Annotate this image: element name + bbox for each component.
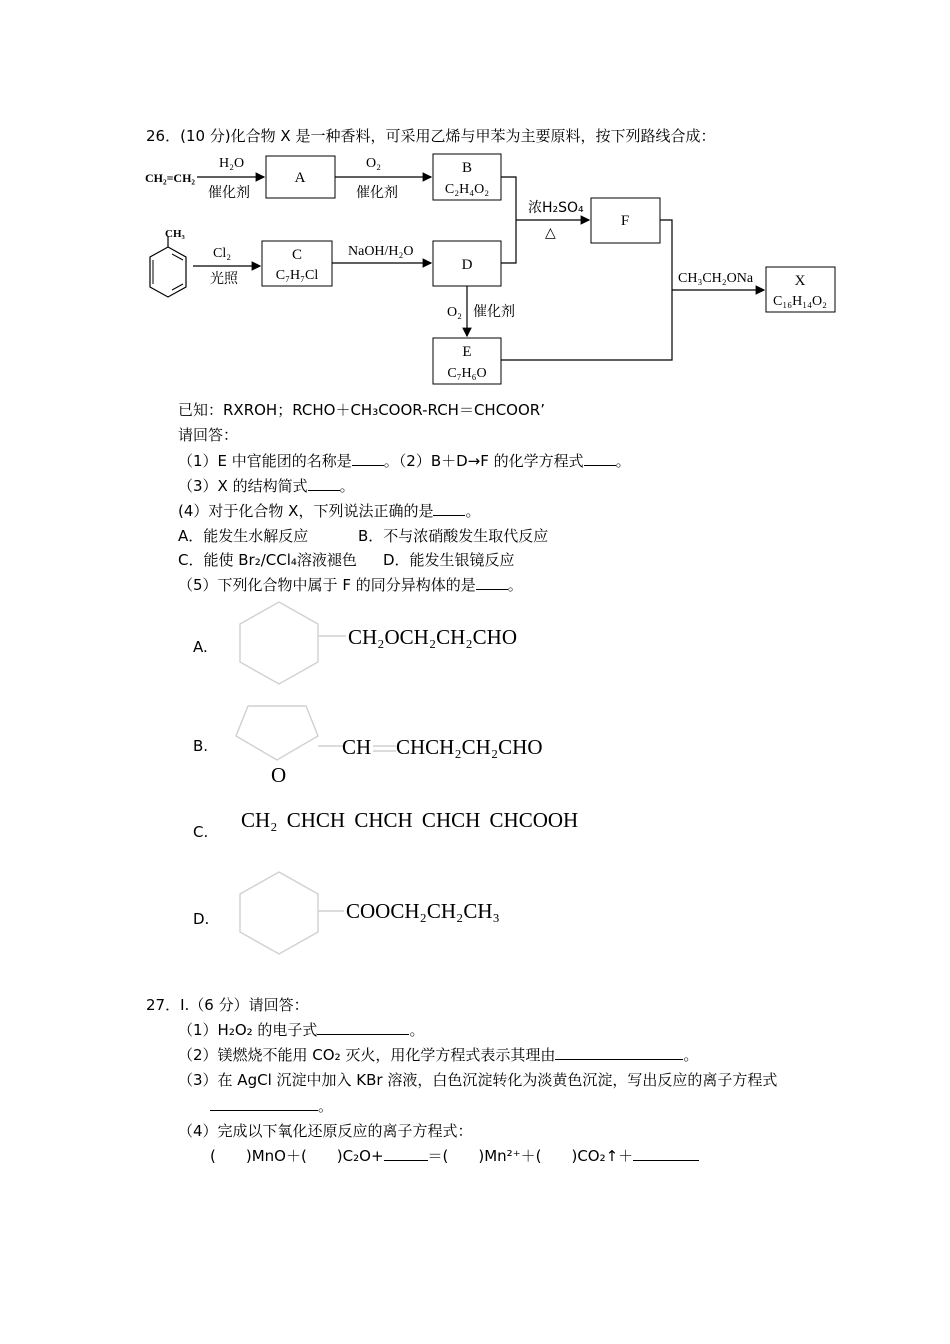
- choice-C-label: C.: [193, 823, 209, 841]
- q27-part4: （4）完成以下氧化还原反应的离子方程式：: [178, 1122, 473, 1140]
- choice-D-formula: COOCH₂CH₂CH₃: [346, 899, 500, 923]
- known-info: 已知：RXROH；RCHO＋CH₃COOR-RCH＝CHCOOR’: [178, 401, 545, 419]
- box-C-label: C: [291, 247, 303, 263]
- box-E-label: E: [462, 344, 472, 360]
- naoet-reagent: CH₃CH₂ONa: [678, 271, 754, 286]
- benzene-ring-D: [240, 872, 318, 954]
- box-F-label: F: [620, 213, 630, 229]
- q27-part1-text-b: 。: [409, 1021, 425, 1039]
- box-E-formula: C₇H₆O: [447, 366, 487, 381]
- q26-part3-text-b: 。: [339, 477, 355, 495]
- catalyst-label-2: 催化剂: [356, 185, 398, 201]
- choice-B-left: CH: [342, 735, 372, 759]
- option-B: B．不与浓硝酸发生取代反应: [358, 527, 549, 545]
- answer-blank-9[interactable]: [384, 1146, 428, 1161]
- q27-part3: （3）在 AgCl 沉淀中加入 KBr 溶液，白色沉淀转化为淡黄色沉淀，写出反应的离子方程式: [178, 1071, 778, 1089]
- q26-part3-text-a: （3）X 的结构简式: [178, 477, 308, 495]
- box-X-label: X: [794, 273, 806, 289]
- choice-B-right: CHCH₂CH₂CHO: [396, 735, 543, 759]
- q26-part4-text-b: 。: [465, 502, 481, 520]
- conc-h2so4-reagent: 浓H₂SO₄: [528, 200, 584, 216]
- choice-A-formula: CH₂OCH₂CH₂CHO: [348, 625, 517, 649]
- answer-blank-6[interactable]: [317, 1020, 409, 1035]
- answer-blank-2[interactable]: [584, 451, 616, 466]
- heat-symbol: △: [545, 225, 556, 241]
- answer-blank-7[interactable]: [555, 1045, 683, 1060]
- q26-part4: [178, 501, 480, 521]
- catalyst-label-3: 催化剂: [473, 304, 515, 320]
- option-D: D．能发生银镜反应: [383, 551, 515, 569]
- q26-part1-text-c: 。: [615, 452, 631, 470]
- q27-stem: 27．Ⅰ.（6 分）请回答：: [146, 996, 309, 1014]
- cl2-reagent: Cl₂: [213, 246, 232, 261]
- choice-C-formula: CH₂ CHCH CHCH CHCH CHCOOH: [241, 808, 579, 832]
- q27-part3-cont: [210, 1096, 333, 1116]
- box-D-label: D: [461, 257, 473, 273]
- answer-blank-1[interactable]: [352, 451, 384, 466]
- bracket-F-E: [501, 220, 672, 360]
- q27-part1-text-a: （1）H₂O₂ 的电子式: [178, 1021, 318, 1039]
- bracket-B-D: [501, 177, 516, 263]
- q26-part1: [178, 451, 631, 471]
- furan-ring-B: [236, 706, 318, 760]
- box-X-formula: C₁₆H₁₄O₂: [773, 294, 827, 309]
- q27-part1: [178, 1020, 424, 1040]
- q26-part5-text-a: （5）下列化合物中属于 F 的同分异构体的是: [178, 576, 476, 594]
- o2-reagent-2: O₂: [447, 305, 462, 320]
- box-C-formula: C₇H₇Cl: [275, 268, 319, 283]
- q26-part3: [178, 476, 355, 496]
- box-B-label: B: [461, 160, 473, 176]
- toluene-structure: [150, 236, 186, 297]
- answer-blank-10[interactable]: [633, 1146, 699, 1161]
- option-C: C．能使 Br₂/CCl₄溶液褪色: [178, 551, 357, 569]
- please-answer: 请回答：: [178, 426, 239, 444]
- light-condition: 光照: [210, 271, 238, 287]
- choice-B-label: B.: [193, 737, 209, 755]
- h2o-reagent: H₂O: [219, 156, 245, 171]
- choice-A-label: A.: [193, 638, 208, 656]
- q26-stem: 26．(10 分)化合物 X 是一种香料，可采用乙烯与甲苯为主要原料，按下列路线合成：: [146, 127, 716, 145]
- answer-blank-3[interactable]: [308, 476, 340, 491]
- answer-blank-8[interactable]: [210, 1096, 318, 1111]
- catalyst-label-1: 催化剂: [208, 185, 250, 201]
- answer-blank-4[interactable]: [433, 501, 465, 516]
- q27-part3-text-b: 。: [318, 1097, 334, 1115]
- q26-part1-text-a: （1）E 中官能团的名称是: [178, 452, 352, 470]
- q26-part1-text-b: 。（2）B＋D→F 的化学方程式: [383, 452, 584, 470]
- q27-part2: [178, 1045, 698, 1065]
- ethylene-label: CH₂=CH₂: [145, 171, 196, 185]
- redox-eq-right: ＝( )Mn²⁺＋( )CO₂↑＋: [427, 1147, 634, 1165]
- benzene-ring-A: [240, 602, 318, 684]
- synthesis-route-diagram: [0, 0, 950, 400]
- naoh-reagent: NaOH/H₂O: [348, 244, 414, 259]
- answer-blank-5[interactable]: [476, 575, 508, 590]
- o2-reagent-1: O₂: [366, 156, 381, 171]
- choice-B-oxygen: O: [271, 763, 287, 787]
- box-A-label: A: [294, 170, 306, 186]
- methyl-label: CH₃: [165, 228, 185, 240]
- redox-equation: [210, 1146, 699, 1166]
- q27-part2-text-a: （2）镁燃烧不能用 CO₂ 灭火，用化学方程式表示其理由: [178, 1046, 556, 1064]
- choice-D-label: D.: [193, 910, 210, 928]
- option-A: A．能发生水解反应: [178, 527, 309, 545]
- q26-part4-text-a: (4）对于化合物 X，下列说法正确的是: [178, 502, 434, 520]
- box-B-formula: C₂H₄O₂: [444, 182, 490, 197]
- q27-part2-text-b: 。: [683, 1046, 699, 1064]
- q26-part5-text-b: 。: [507, 576, 523, 594]
- redox-eq-left: ( )MnO＋( )C₂O+: [210, 1147, 384, 1165]
